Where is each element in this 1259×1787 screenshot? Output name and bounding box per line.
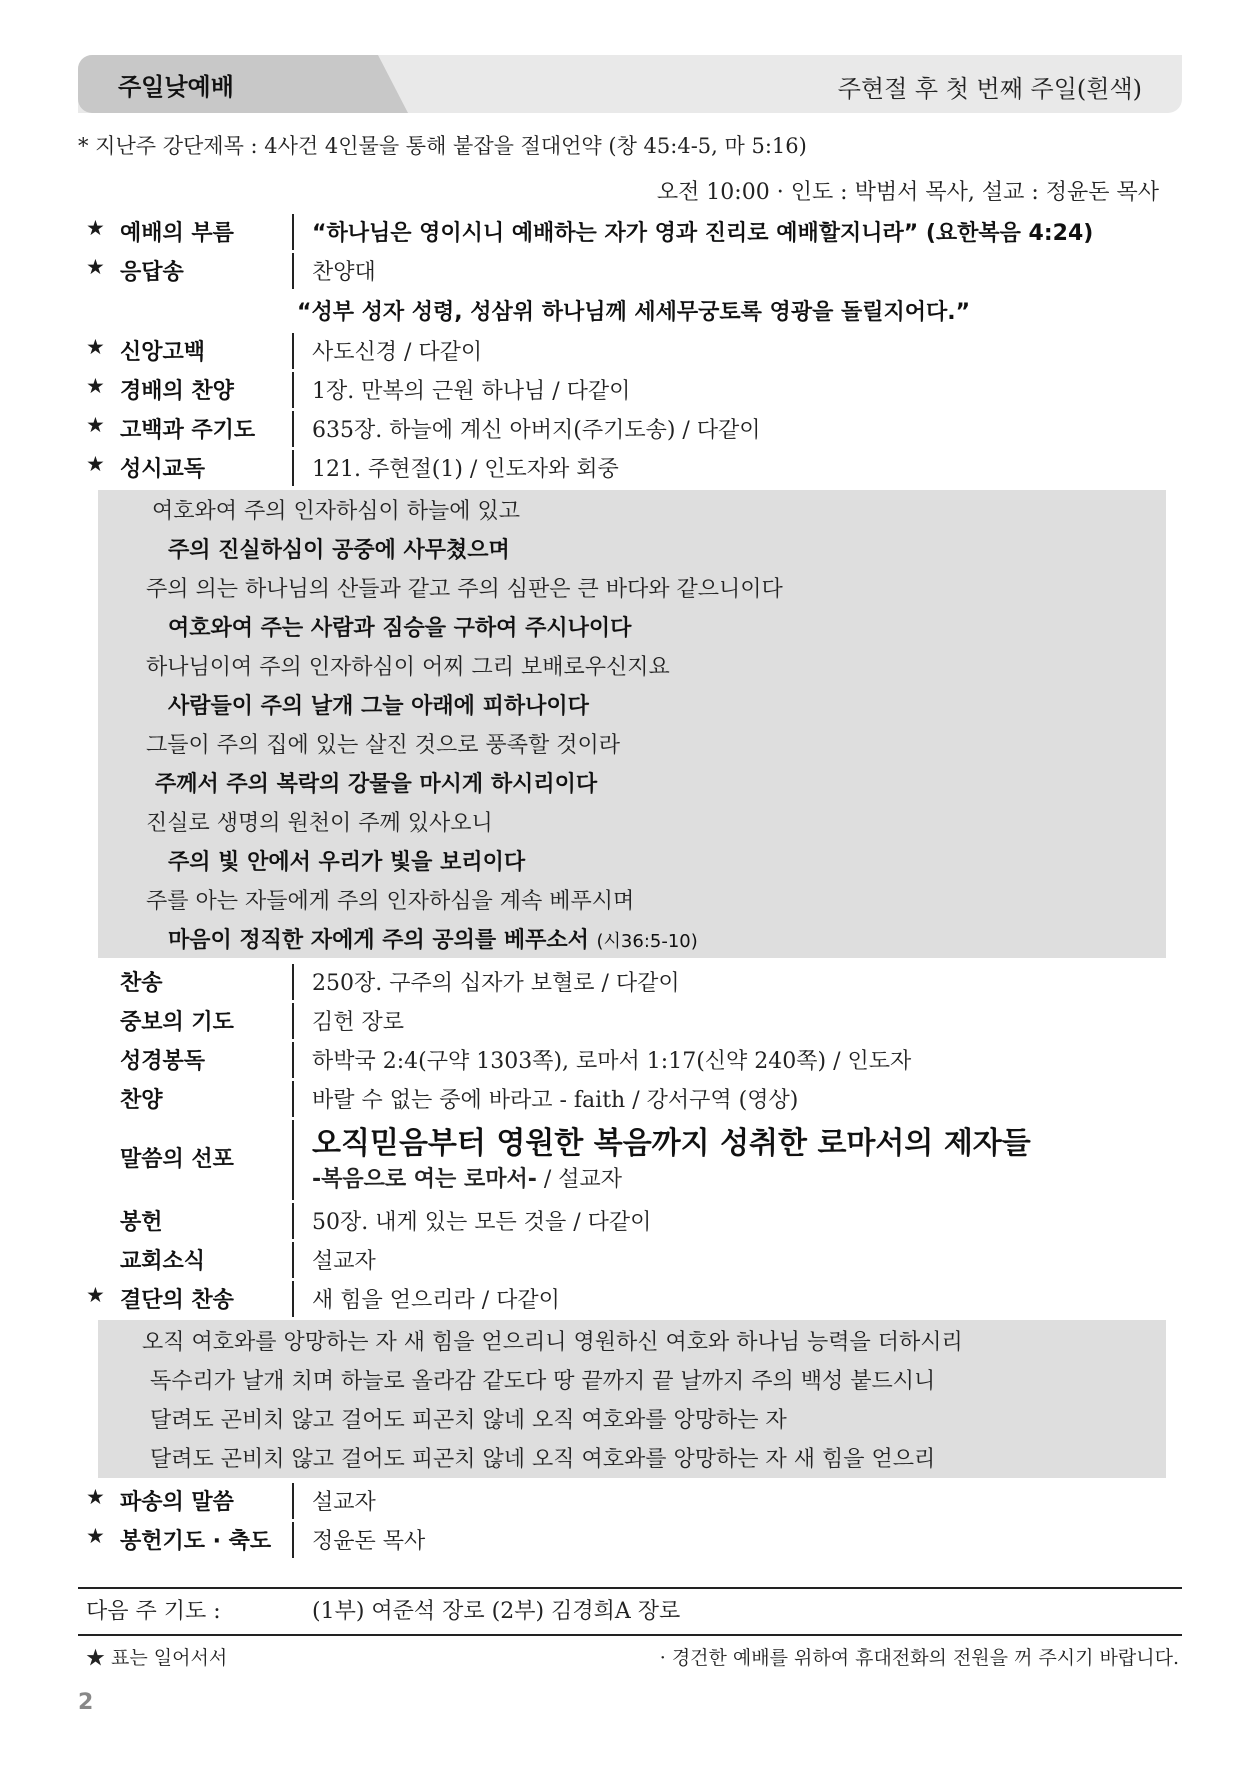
order-row [86, 1240, 1156, 1278]
order-row [86, 1279, 1156, 1317]
divider [292, 214, 294, 250]
divider [292, 1522, 294, 1558]
order-row [86, 1001, 1156, 1039]
divider [292, 333, 294, 369]
order-row [86, 1201, 1156, 1239]
order-row [86, 448, 1156, 486]
divider-line [78, 1634, 1182, 1636]
divider [292, 1483, 294, 1519]
order-label: 찬송 [120, 971, 163, 996]
order-label: 말씀의 선포 [120, 1147, 234, 1172]
reading-line: 주를 아는 자들에게 주의 인자하심을 계속 베푸시며 [146, 889, 635, 914]
divider [292, 1042, 294, 1078]
order-value: 설교자 [312, 1490, 376, 1515]
order-value: 찬양대 [312, 260, 376, 285]
order-value: 바랄 수 없는 중에 바라고 - faith / 강서구역 (영상) [312, 1088, 799, 1113]
divider [292, 1003, 294, 1039]
reading-line: 하나님이여 주의 인자하심이 어찌 그리 보배로우신지요 [146, 655, 670, 680]
order-label: 신앙고백 [120, 340, 206, 365]
page-number: 2 [78, 1690, 94, 1715]
order-value: 하박국 2:4(구약 1303쪽), 로마서 1:17(신약 240쪽) / 인도자 [312, 1049, 912, 1074]
order-row [86, 1481, 1156, 1519]
sermon-title: 오직믿음부터 영원한 복음까지 성취한 로마서의 제자들 [312, 1126, 1031, 1161]
doxology-quote: “성부 성자 성령, 성삼위 하나님께 세세무궁토록 영광을 돌릴지어다.” [297, 300, 971, 325]
service-time: 오전 10:00 · 인도 : 박범서 목사, 설교 : 정윤돈 목사 [656, 180, 1159, 205]
sermon-subtitle-line [312, 1162, 622, 1193]
stand-marker: ★ [86, 255, 105, 279]
reading-line-response: 사람들이 주의 날개 그늘 아래에 피하나이다 [168, 694, 589, 719]
order-label: 성시교독 [120, 457, 206, 482]
section-title: 주일낮예배 [118, 73, 234, 101]
order-row [86, 962, 1156, 1000]
stand-marker: ★ [86, 335, 105, 359]
reading-line: 진실로 생명의 원천이 주께 있사오니 [146, 811, 493, 836]
order-label: 경배의 찬양 [120, 379, 234, 404]
order-value: 50장. 내게 있는 모든 것을 / 다같이 [312, 1210, 652, 1235]
last-week-note: * 지난주 강단제목 : 4사건 4인물을 통해 붙잡을 절대언약 (창 45:4-5, 마 5:16) [78, 134, 807, 158]
divider [292, 1120, 294, 1200]
psalm-reference: (시36:5-10) [596, 931, 698, 952]
divider [292, 450, 294, 486]
stand-marker: ★ [86, 413, 105, 437]
reading-line: 주의 의는 하나님의 산들과 같고 주의 심판은 큰 바다와 같으니이다 [146, 577, 783, 602]
reading-line-response: 주의 진실하심이 공중에 사무쳤으며 [168, 538, 510, 563]
sermon-subtitle: -복음으로 여는 로마서- [312, 1167, 537, 1192]
lyric-line: 달려도 곤비치 않고 걸어도 피곤치 않네 오직 여호와를 앙망하는 자 새 힘을 얻으리 [150, 1447, 936, 1472]
divider [292, 1081, 294, 1117]
order-value: 새 힘을 얻으리라 / 다같이 [312, 1288, 560, 1313]
stand-marker: ★ [86, 374, 105, 398]
order-value: 사도신경 / 다같이 [312, 340, 483, 365]
order-value: 121. 주현절(1) / 인도자와 회중 [312, 457, 619, 482]
order-value: 250장. 구주의 십자가 보혈로 / 다같이 [312, 971, 680, 996]
stand-marker: ★ [86, 216, 105, 240]
divider [292, 253, 294, 289]
order-value: 1장. 만복의 근원 하나님 / 다같이 [312, 379, 631, 404]
order-label: 파송의 말씀 [120, 1490, 234, 1515]
divider [292, 372, 294, 408]
reading-line-response: 주께서 주의 복락의 강물을 마시게 하시리이다 [155, 772, 598, 797]
reading-line-response: 주의 빛 안에서 우리가 빛을 보리이다 [168, 850, 526, 875]
order-label: 찬양 [120, 1088, 163, 1113]
order-row [86, 370, 1156, 408]
order-label: 성경봉독 [120, 1049, 206, 1074]
order-label: 고백과 주기도 [120, 418, 256, 443]
reading-text: 마음이 정직한 자에게 주의 공의를 베푸소서 [168, 928, 589, 953]
lyric-line: 오직 여호와를 앙망하는 자 새 힘을 얻으리니 영원하신 여호와 하나님 능력을 더하시리 [142, 1330, 963, 1355]
order-row [86, 1520, 1156, 1558]
phone-notice: · 경건한 예배를 위하여 휴대전화의 전원을 꺼 주시기 바랍니다. [659, 1647, 1179, 1669]
lyric-line: 독수리가 날개 치며 하늘로 올라감 같도다 땅 끝까지 끝 날까지 주의 백성 붙드시니 [150, 1369, 936, 1394]
lyric-line: 달려도 곤비치 않고 걸어도 피곤치 않네 오직 여호와를 앙망하는 자 [150, 1408, 787, 1433]
stand-marker: ★ [86, 1283, 105, 1307]
order-row [86, 1079, 1156, 1117]
order-label: 응답송 [120, 260, 184, 285]
order-row [86, 1040, 1156, 1078]
order-row [86, 212, 1156, 250]
reading-line: 그들이 주의 집에 있는 살진 것으로 풍족할 것이라 [146, 733, 620, 758]
order-row [86, 409, 1156, 447]
reading-line-response [168, 923, 698, 954]
next-week-value: (1부) 여준석 장로 (2부) 김경희A 장로 [312, 1599, 681, 1624]
stand-marker: ★ [86, 452, 105, 476]
order-value: “하나님은 영이시니 예배하는 자가 영과 진리로 예배할지니라” (요한복음 4:24) [312, 221, 1094, 246]
stand-note: ★ 표는 일어서서 [86, 1647, 228, 1669]
divider [292, 1203, 294, 1239]
order-value: 설교자 [312, 1249, 376, 1274]
divider-line [78, 1587, 1182, 1589]
next-week-label: 다음 주 기도 : [86, 1599, 221, 1624]
divider [292, 1281, 294, 1317]
divider [292, 411, 294, 447]
divider [292, 964, 294, 1000]
order-label: 예배의 부름 [120, 221, 234, 246]
order-value: 635장. 하늘에 계신 아버지(주기도송) / 다같이 [312, 418, 761, 443]
order-value: 정윤돈 목사 [312, 1529, 426, 1554]
order-label: 교회소식 [120, 1249, 206, 1274]
order-label: 봉헌 [120, 1210, 163, 1235]
order-label: 결단의 찬송 [120, 1288, 234, 1313]
order-row [86, 331, 1156, 369]
sermon-preacher: / 설교자 [536, 1167, 623, 1192]
reading-line: 여호와여 주의 인자하심이 하늘에 있고 [152, 499, 521, 524]
order-label: 봉헌기도 · 축도 [120, 1529, 272, 1554]
divider [292, 1242, 294, 1278]
order-value: 김헌 장로 [312, 1010, 405, 1035]
order-row [86, 251, 1156, 289]
season-label: 주현절 후 첫 번째 주일(흰색) [837, 75, 1142, 103]
order-label: 중보의 기도 [120, 1010, 234, 1035]
reading-line-response: 여호와여 주는 사람과 짐승을 구하여 주시나이다 [168, 616, 632, 641]
stand-marker: ★ [86, 1524, 105, 1548]
section-header [78, 55, 1182, 113]
stand-marker: ★ [86, 1485, 105, 1509]
